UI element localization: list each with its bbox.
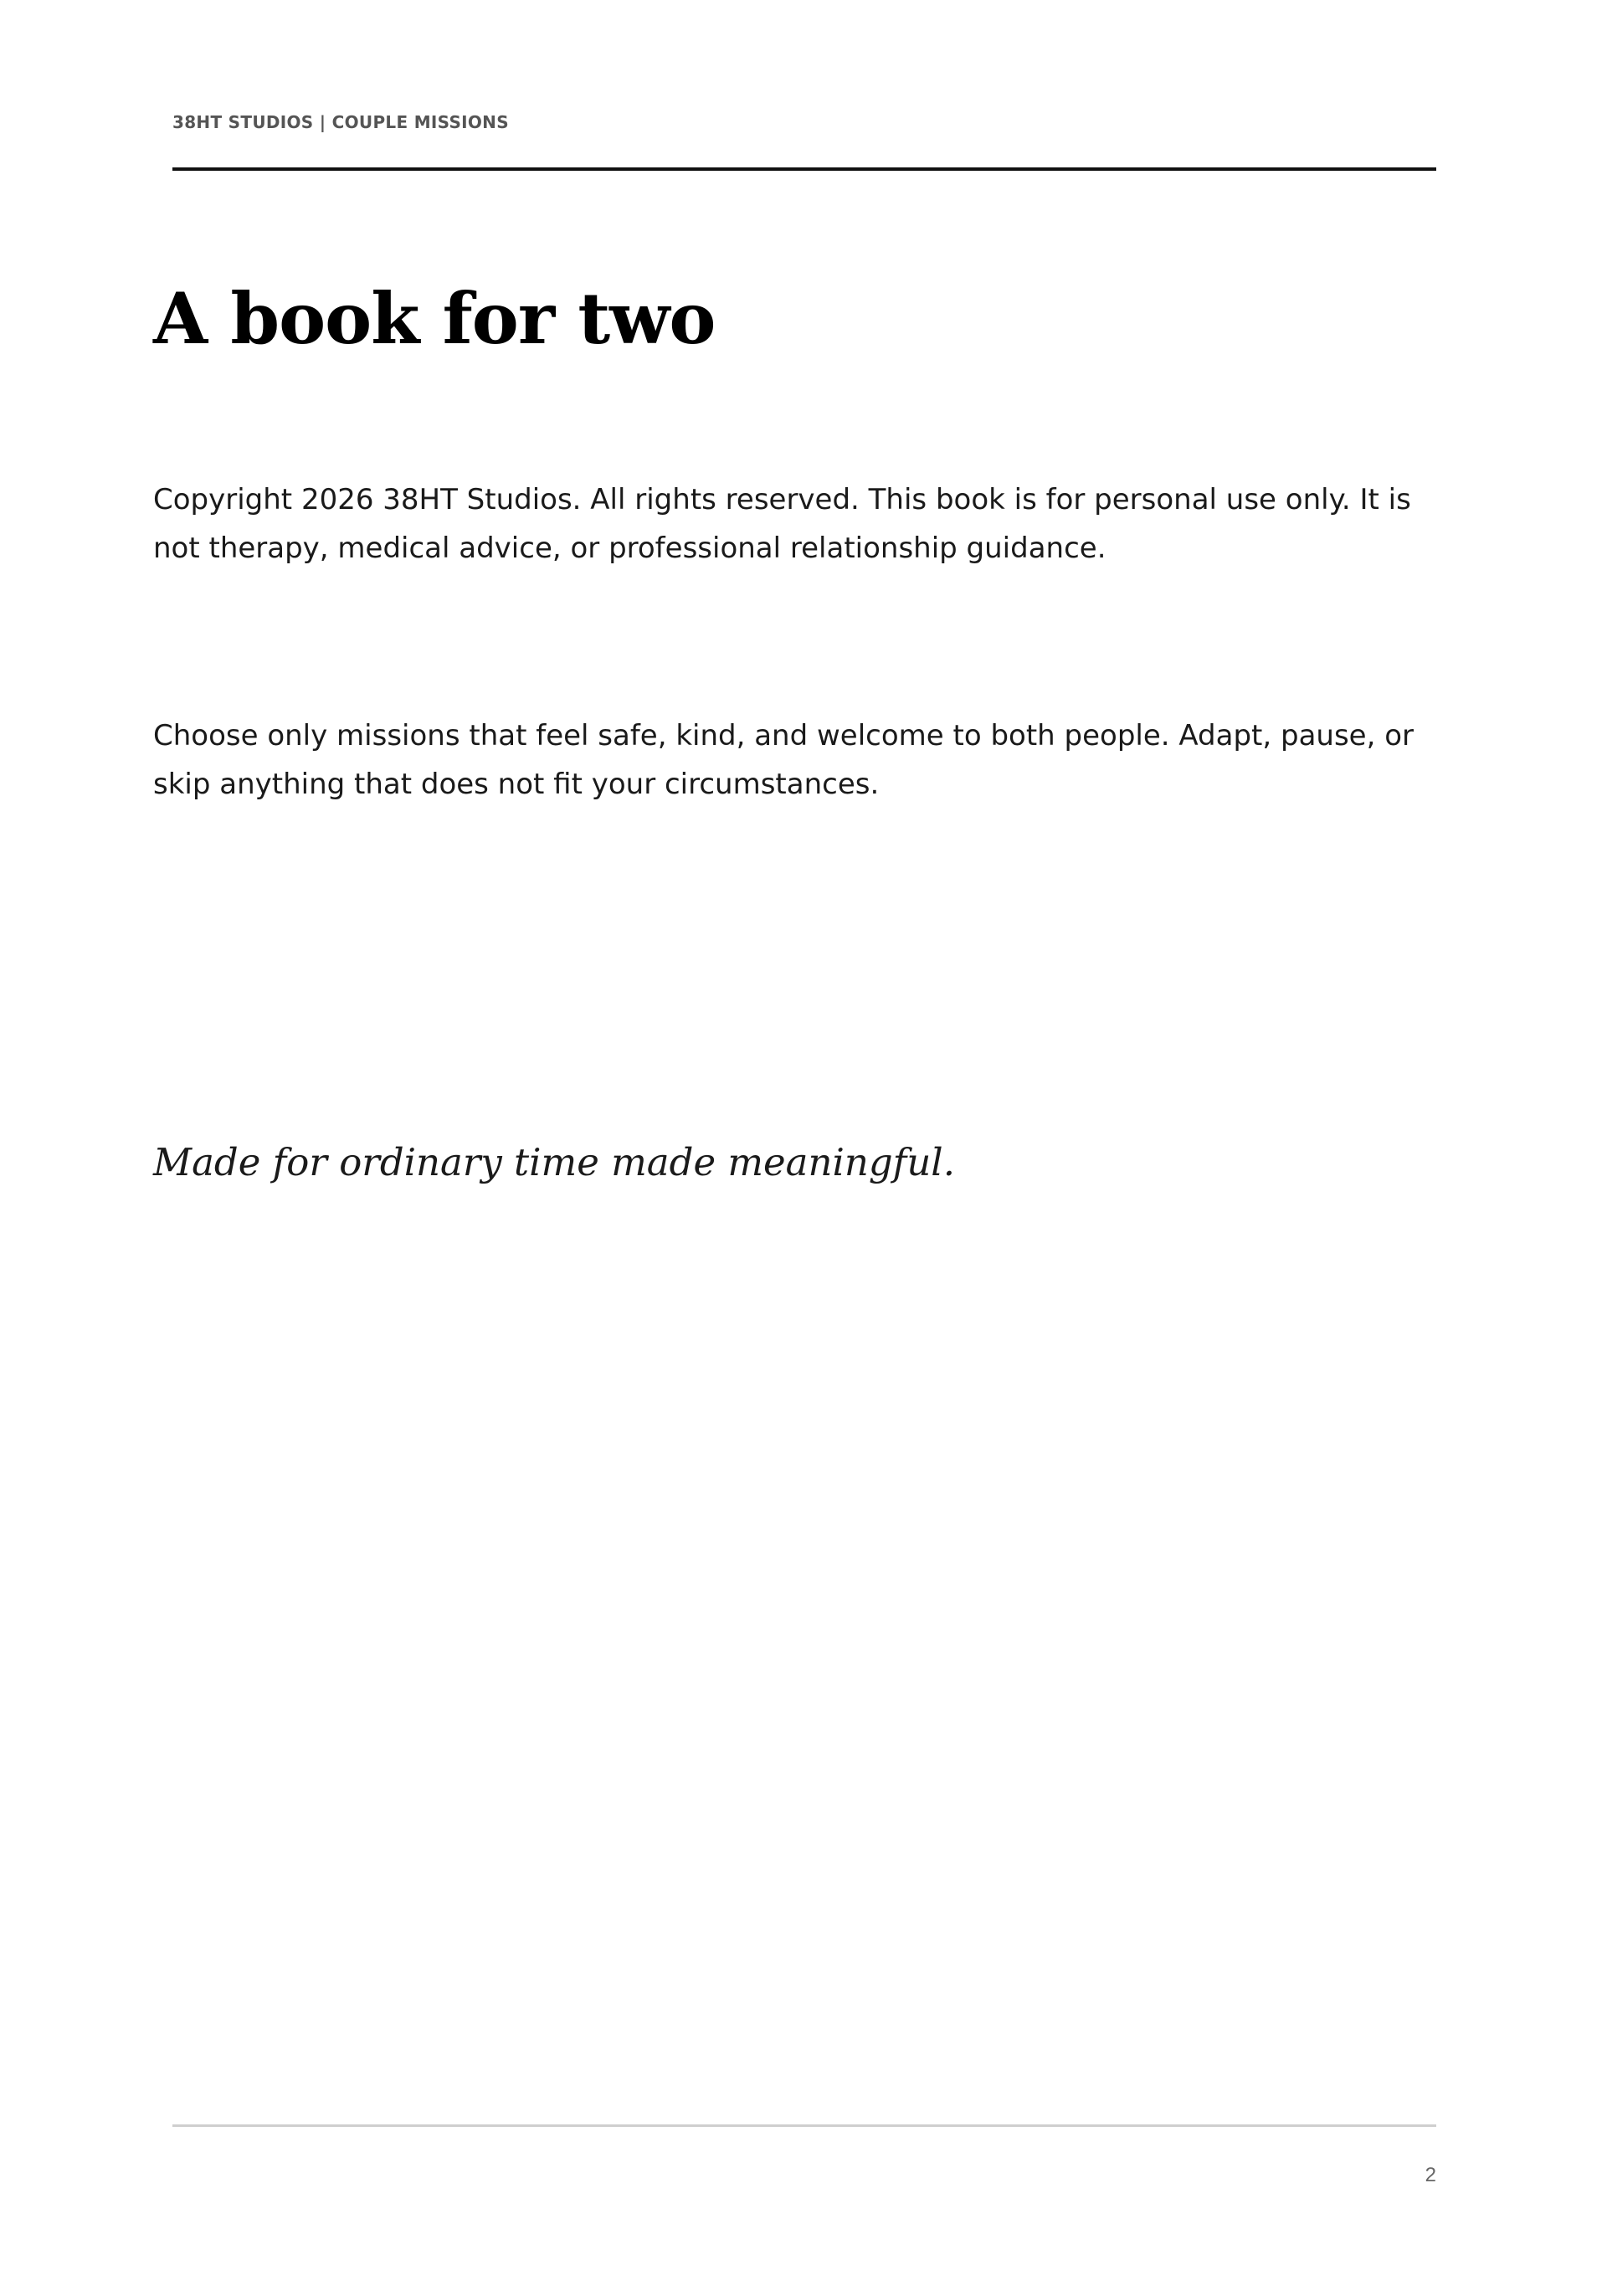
tagline: Made for ordinary time made meaningful.: [153, 1140, 956, 1184]
page-title: A book for two: [153, 277, 716, 360]
copyright-notice: Copyright 2026 38HT Studios. All rights reserved. This book is for personal use only. It is not therapy, medical advice, or professional relationship guidance.: [153, 483, 1411, 565]
footer-divider: [172, 2124, 1436, 2127]
header-divider: [172, 167, 1436, 171]
safety-note: Choose only missions that feel safe, kind, and welcome to both people. Adapt, pause, or skip anything that does not fit your circumstances.: [153, 719, 1414, 801]
page-number: 2: [1425, 2164, 1436, 2186]
running-header: 38HT STUDIOS | COUPLE MISSIONS: [172, 112, 509, 132]
